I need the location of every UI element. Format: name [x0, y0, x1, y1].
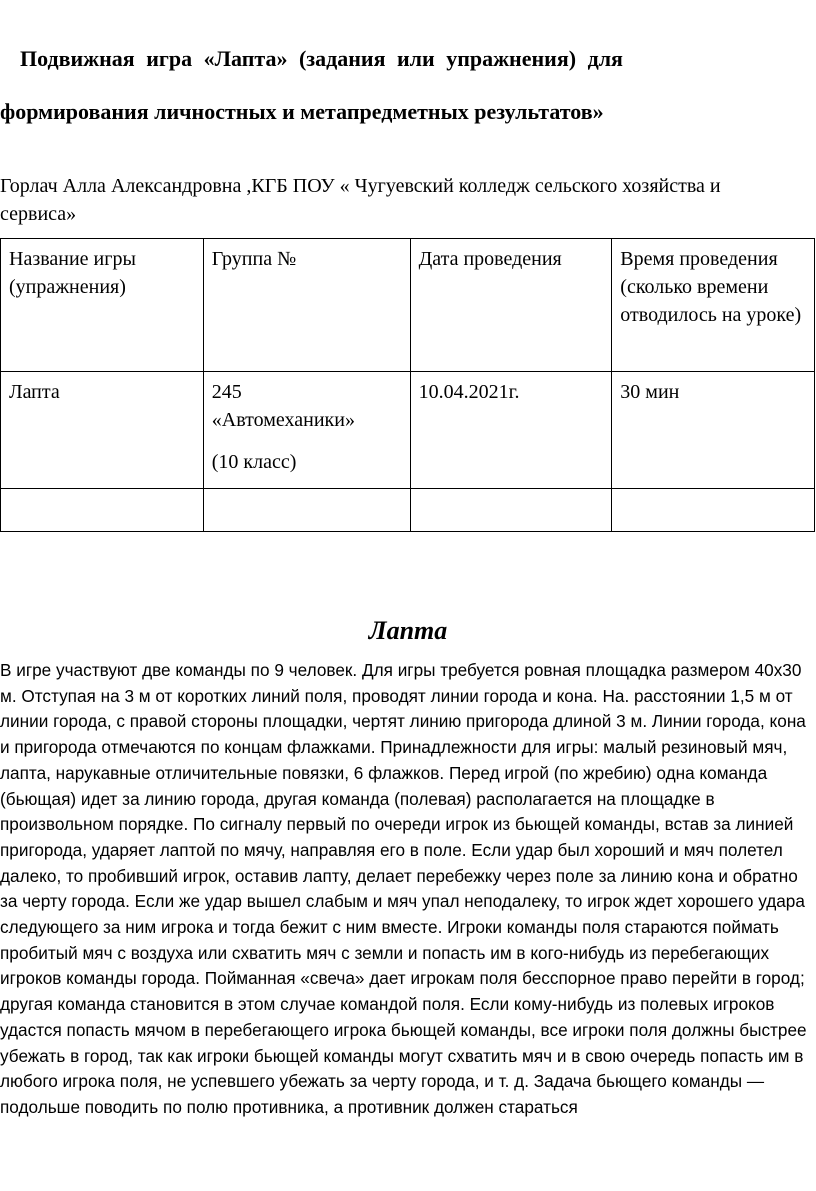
author-info: Горлач Алла Александровна ,КГБ ПОУ « Чугуевский колледж сельского хозяйства и сервиса» — [0, 175, 721, 225]
section-heading: Лапта — [368, 616, 448, 645]
lesson-info-table — [0, 238, 815, 532]
table-empty-row — [1, 489, 815, 532]
empty-cell — [410, 489, 612, 532]
empty-cell — [203, 489, 410, 532]
document-title-line-1: Подвижная игра «Лапта» (задания или упражнения) для — [20, 46, 623, 71]
header-game-name: Название игры (упражнения) — [1, 239, 204, 372]
header-duration: Время проведения (сколько времени отводилось на уроке) — [612, 239, 815, 372]
cell-game-name: Лапта — [1, 372, 204, 489]
empty-cell — [1, 489, 204, 532]
group-class: (10 класс) — [211, 451, 297, 473]
header-date: Дата проведения — [410, 239, 612, 372]
group-name: «Автомеханики» — [211, 409, 355, 431]
header-group-number: Группа № — [203, 239, 410, 372]
cell-duration: 30 мин — [612, 372, 815, 489]
group-number: 245 — [211, 381, 242, 403]
table-row — [1, 372, 815, 489]
document-title-line-2: формирования личностных и метапредметных результатов» — [0, 99, 604, 124]
cell-date: 10.04.2021г. — [410, 372, 612, 489]
table-header-row — [1, 239, 815, 372]
game-rules-text: В игре участвуют две команды по 9 человек. Для игры требуется ровная площадка размером 40х30 м. Отступая на 3 м от коротких линий поля, проводят линии города и кона. На. расстоянии 1,5 м от линии города, с правой стороны площадки, чертят линию пригорода длиной 3 м. Линии города, кона и пригорода отмечаются по концам флажками. Принадлежности для игры: малый резиновый мяч, лапта, нарукавные отличительные повязки, 6 флажков. Перед игрой (по жребию) одна команда (бьющая) идет за линию города, другая команда (полевая) располагается на площадке в произвольном порядке. По сигналу первый по очереди игрок из бьющей команды, встав за линией пригорода, ударяет лаптой по мячу, направляя его в поле. Если удар был хороший и мяч полетел далеко, то пробивший игрок, оставив лапту, делает перебежку через поле за линию кона и обратно за черту города. Если же удар вышел слабым и мяч упал неподалеку, то игрок ждет хорошего удара следующего за ним игрока и тогда бежит с ним вместе. Игроки команды поля стараются поймать пробитый мяч с воздуха или схватить мяч с земли и попасть им в кого-нибудь из перебегающих игроков команды города. Пойманная «свеча» дает игрокам поля бесспорное право перейти в город; другая команда становится в этом случае командой поля. Если кому-нибудь из полевых игроков удастся попасть мячом в перебегающего игрока бьющей команды, все игроки поля должны быстрее убежать в город, так как игроки бьющей команды могут схватить мяч и в свою очередь попасть им в любого игрока поля, не успевшего убежать за черту города, и т. д. Задача бьющего команды — подольше поводить по полю противника, а противник должен стараться — [0, 660, 807, 1117]
cell-group — [203, 372, 410, 489]
empty-cell — [612, 489, 815, 532]
